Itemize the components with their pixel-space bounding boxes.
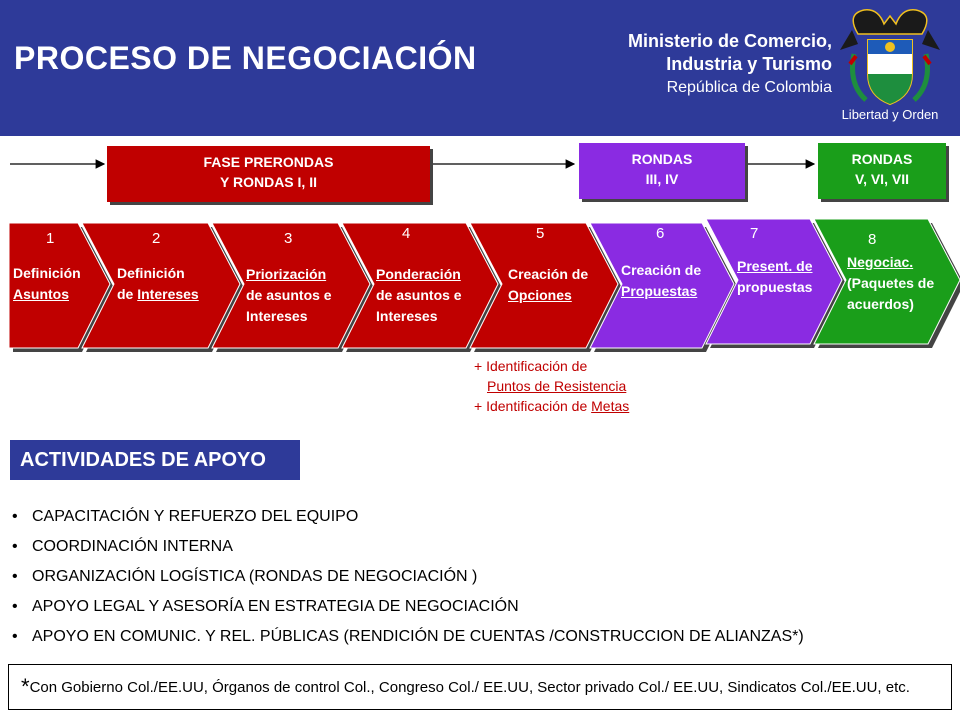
- phase-rondas-5-7-line2: V, VI, VII: [855, 171, 909, 187]
- activity-1: CAPACITACIÓN Y REFUERZO DEL EQUIPO: [32, 508, 359, 525]
- phase-rondas-3-4-line1: RONDAS: [631, 151, 693, 167]
- step-4-line2: de asuntos e: [376, 287, 462, 303]
- step-5-number: 5: [536, 225, 545, 242]
- footnote-box: [8, 664, 952, 710]
- list-item: • COORDINACIÓN INTERNA: [12, 538, 233, 555]
- step-4-line1: Ponderación: [376, 266, 461, 282]
- activity-5: APOYO EN COMUNIC. Y REL. PÚBLICAS (RENDICIÓN DE CUENTAS /CONSTRUCCION DE ALIANZAS*): [32, 628, 804, 645]
- header-banner: [0, 0, 960, 136]
- activity-2: COORDINACIÓN INTERNA: [32, 538, 233, 555]
- list-item: • CAPACITACIÓN Y REFUERZO DEL EQUIPO: [12, 508, 359, 525]
- phase-rondas-3-4-line2: III, IV: [645, 171, 679, 187]
- phase-rondas-3-4: [579, 143, 745, 199]
- step-8-line3: acuerdos): [847, 296, 914, 312]
- motto-ribbon: Libertad y Orden: [841, 107, 939, 122]
- step-3-line2: de asuntos e: [246, 287, 332, 303]
- footnote-star: *: [21, 674, 30, 699]
- step-6-line1: Creación de: [621, 262, 702, 278]
- step-8-line1: Negociac.: [847, 254, 914, 270]
- step-6-number: 6: [656, 225, 665, 242]
- note-line-3-prefix: + Identificación de: [474, 398, 592, 414]
- step-3-line1: Priorización: [246, 266, 327, 282]
- step-1-number: 1: [46, 230, 55, 247]
- list-item: • ORGANIZACIÓN LOGÍSTICA (RONDAS DE NEGOCIACIÓN ): [12, 568, 478, 585]
- phase-rondas-5-7-line1: RONDAS: [851, 151, 913, 167]
- step-6-line2: Propuestas: [621, 283, 698, 299]
- step-1-line1: Definición: [13, 265, 81, 281]
- note-line-2: Puntos de Resistencia: [487, 378, 627, 394]
- note-line-1: + Identificación de: [474, 358, 588, 374]
- step-8-line2: (Paquetes de: [847, 275, 935, 291]
- list-item: • APOYO LEGAL Y ASESORÍA EN ESTRATEGIA DE NEGOCIACIÓN: [12, 598, 519, 615]
- step-2-line2: Intereses: [137, 286, 199, 302]
- step-5-line1: Creación de: [508, 266, 589, 282]
- phase-prerondas: [107, 146, 430, 202]
- ministry-line-3: República de Colombia: [666, 79, 832, 96]
- activities-list: [12, 502, 804, 652]
- note-line-3-link: Metas: [591, 398, 630, 414]
- ministry-line-2: Industria y Turismo: [666, 54, 832, 74]
- step-5-line2: Opciones: [508, 287, 572, 303]
- page-title: PROCESO DE NEGOCIACIÓN: [14, 40, 477, 76]
- step-4-line3: Intereses: [376, 308, 438, 324]
- activities-title: ACTIVIDADES DE APOYO: [10, 440, 300, 480]
- phase-prerondas-line2: Y RONDAS I, II: [220, 174, 317, 190]
- phase-prerondas-line1: FASE PRERONDAS: [203, 154, 334, 170]
- phase-rondas-5-7: [818, 143, 946, 199]
- step-1-line2: Asuntos: [13, 286, 69, 302]
- step-7-line1: Present. de: [737, 258, 813, 274]
- activity-3: ORGANIZACIÓN LOGÍSTICA (RONDAS DE NEGOCIACIÓN ): [32, 568, 478, 585]
- footnote-text: Con Gobierno Col./EE.UU, Órganos de control Col., Congreso Col./ EE.UU, Sector privado Col./ EE.UU, Sindicatos Col./EE.UU, etc.: [29, 679, 910, 696]
- step-7-line2: propuestas: [737, 279, 813, 295]
- step-2-line1: Definición: [117, 265, 185, 281]
- step-3-line3: Intereses: [246, 308, 308, 324]
- list-item: • APOYO EN COMUNIC. Y REL. PÚBLICAS (RENDICIÓN DE CUENTAS /CONSTRUCCION DE ALIANZAS*): [12, 628, 804, 645]
- step-8-number: 8: [868, 231, 877, 248]
- step-2-number: 2: [152, 230, 161, 247]
- ministry-block: [628, 30, 832, 99]
- step-7-number: 7: [750, 225, 759, 242]
- step-3-number: 3: [284, 230, 293, 247]
- step-5-notes: [474, 356, 629, 416]
- ministry-line-1: Ministerio de Comercio,: [627, 31, 832, 51]
- step-2-line2-prefix: de: [117, 286, 138, 302]
- step-4-number: 4: [402, 225, 411, 242]
- activity-4: APOYO LEGAL Y ASESORÍA EN ESTRATEGIA DE NEGOCIACIÓN: [32, 598, 519, 615]
